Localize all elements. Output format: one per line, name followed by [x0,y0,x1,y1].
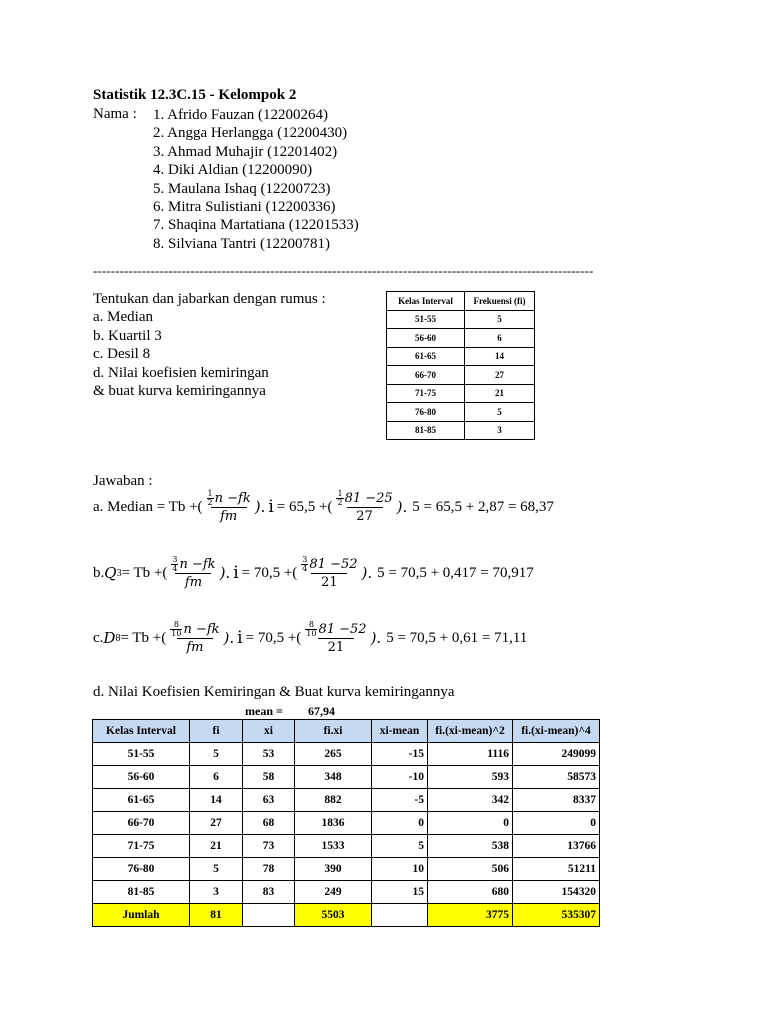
table-row [93,835,600,858]
table-cell: 15 [372,881,428,904]
task-item: d. Nilai koefisien kemiringan [93,364,269,381]
table-cell: 390 [295,858,372,881]
table-cell: 3 [465,421,535,440]
table-row [387,421,535,440]
table-cell: 51-55 [93,743,190,766]
column-header: xi-mean [372,720,428,743]
interval-symbol: i [237,628,243,648]
nama-label: Nama : [93,106,137,122]
table-header-row [387,292,535,311]
table-cell: 61-65 [93,789,190,812]
formula-fraction: $\frac{8}{10}$ n −fk fm [171,620,220,655]
table-cell: 56-60 [93,766,190,789]
table-cell: 51-55 [387,310,465,329]
member-item: 7. Shaqina Martatiana (12201533) [153,217,359,234]
quartile-symbol: Q [104,564,117,582]
total-cell: 3775 [428,904,513,927]
substituted-fraction: $\frac{1}{2}$ 81 −25 27 [337,489,393,524]
mean-label: mean = [245,704,283,718]
total-cell [372,904,428,927]
task-item: c. Desil 8 [93,346,151,363]
table-cell: 58573 [513,766,600,789]
table-cell: 78 [243,858,295,881]
task-intro: Tentukan dan jabarkan dengan rumus : [93,291,326,307]
task-item: a. Median [93,309,153,326]
decile-formula: c. D 8 = Tb +( $\frac{8}{10}$ n −fk fm ). i = 70,5 +( $\frac{8}{10}$ 81 −52 21 ). 5 = 70,5 + 0,61 = 71,11 [93,620,528,655]
table-cell: 58 [243,766,295,789]
table-cell: 66-70 [387,366,465,385]
table-cell: 71-75 [387,384,465,403]
table-cell: 73 [243,835,295,858]
total-row [93,904,600,927]
skewness-table [92,719,600,927]
table-cell: 5 [190,743,243,766]
table-cell: 61-65 [387,347,465,366]
table-cell: 68 [243,812,295,835]
table-cell: 14 [190,789,243,812]
table-cell: 506 [428,858,513,881]
table-cell: -10 [372,766,428,789]
quartile-formula: b. Q 3 = Tb +( $\frac{3}{4}$ n −fk fm ). i = 70,5 +( $\frac{3}{4}$ 81 −52 21 ). 5 = 70,5 + 0,417 = 70,917 [93,555,534,590]
table-cell: 1836 [295,812,372,835]
table-header-row [93,720,600,743]
table-cell: 348 [295,766,372,789]
table-cell: 81-85 [387,421,465,440]
dashed-separator: ----------------------------------------------------------------------------------------------------------------- [93,263,594,278]
table-cell: 76-80 [93,858,190,881]
table-cell: 680 [428,881,513,904]
total-cell [243,904,295,927]
table-cell: 83 [243,881,295,904]
table-row [387,384,535,403]
column-header: Frekuensi (fi) [465,292,535,311]
table-cell: -5 [372,789,428,812]
table-row [387,310,535,329]
mean-value: 67,94 [308,704,335,718]
table-cell: 27 [190,812,243,835]
table-cell: 53 [243,743,295,766]
table-cell: 76-80 [387,403,465,422]
table-cell: 5 [372,835,428,858]
formula-result: 5 = 65,5 + 2,87 = 68,37 [412,498,554,515]
table-cell: 14 [465,347,535,366]
table-cell: 56-60 [387,329,465,348]
table-row [93,858,600,881]
table-row [93,881,600,904]
table-row [387,347,535,366]
table-cell: 5 [465,403,535,422]
table-cell: 5 [190,858,243,881]
column-header: fi.(xi-mean)^2 [428,720,513,743]
table-row [387,403,535,422]
table-cell: 0 [428,812,513,835]
column-header: fi [190,720,243,743]
table-cell: 6 [190,766,243,789]
total-cell: 5503 [295,904,372,927]
table-cell: 27 [465,366,535,385]
table-cell: 0 [372,812,428,835]
table-cell: 342 [428,789,513,812]
member-item: 5. Maulana Ishaq (12200723) [153,180,331,197]
answer-label: Jawaban : [93,473,153,489]
table-cell: 249099 [513,743,600,766]
task-item: b. Kuartil 3 [93,327,162,344]
table-cell: 51211 [513,858,600,881]
column-header: fi.(xi-mean)^4 [513,720,600,743]
table-cell: 1533 [295,835,372,858]
table-cell: 265 [295,743,372,766]
table-row [93,812,600,835]
total-cell: Jumlah [93,904,190,927]
member-item: 8. Silviana Tantri (12200781) [153,235,330,252]
table-cell: -15 [372,743,428,766]
formula-prefix: a. Median = Tb +( [93,498,203,515]
table-cell: 538 [428,835,513,858]
column-header: xi [243,720,295,743]
skewness-title: d. Nilai Koefisien Kemiringan & Buat kurva kemiringannya [93,684,455,700]
substituted-fraction: $\frac{8}{10}$ 81 −52 21 [306,620,367,655]
table-cell: 81-85 [93,881,190,904]
table-cell: 21 [190,835,243,858]
task-list [93,290,326,400]
column-header: fi.xi [295,720,372,743]
member-list [153,106,359,253]
table-cell: 154320 [513,881,600,904]
table-row [93,766,600,789]
table-cell: 13766 [513,835,600,858]
total-cell: 81 [190,904,243,927]
member-item: 6. Mitra Sulistiani (12200336) [153,199,336,216]
table-cell: 10 [372,858,428,881]
document-title: Statistik 12.3C.15 - Kelompok 2 [93,87,297,103]
table-cell: 5 [465,310,535,329]
table-row [387,329,535,348]
table-cell: 0 [513,812,600,835]
frequency-table [386,291,535,440]
member-item: 2. Angga Herlangga (12200430) [153,125,348,142]
member-item: 1. Afrido Fauzan (12200264) [153,107,328,123]
table-cell: 21 [465,384,535,403]
interval-symbol: i [233,563,239,583]
table-cell: 3 [190,881,243,904]
table-cell: 6 [465,329,535,348]
substituted-fraction: $\frac{3}{4}$ 81 −52 21 [302,555,358,590]
table-cell: 8337 [513,789,600,812]
formula-result: 5 = 70,5 + 0,417 = 70,917 [377,564,534,581]
formula-result: 5 = 70,5 + 0,61 = 71,11 [386,629,528,646]
total-cell: 535307 [513,904,600,927]
table-cell: 249 [295,881,372,904]
table-row [93,743,600,766]
table-cell: 71-75 [93,835,190,858]
table-cell: 63 [243,789,295,812]
table-row [93,789,600,812]
column-header: Kelas Interval [93,720,190,743]
table-cell: 66-70 [93,812,190,835]
member-item: 3. Ahmad Muhajir (12201402) [153,143,338,160]
decile-symbol: D [103,629,116,647]
table-row [387,366,535,385]
formula-fraction: $\frac{3}{4}$ n −fk fm [172,555,216,590]
table-cell: 1116 [428,743,513,766]
task-item: & buat kurva kemiringannya [93,383,266,400]
table-cell: 882 [295,789,372,812]
median-formula: a. Median = Tb +( $\frac{1}{2}$ n −fk fm ). i = 65,5 +( $\frac{1}{2}$ 81 −25 27 ). 5 = 65,5 + 2,87 = 68,37 [93,489,554,524]
interval-symbol: i [268,497,274,517]
formula-fraction: $\frac{1}{2}$ n −fk fm [207,489,251,524]
table-cell: 593 [428,766,513,789]
column-header: Kelas Interval [387,292,465,311]
member-item: 4. Diki Aldian (12200090) [153,162,313,179]
